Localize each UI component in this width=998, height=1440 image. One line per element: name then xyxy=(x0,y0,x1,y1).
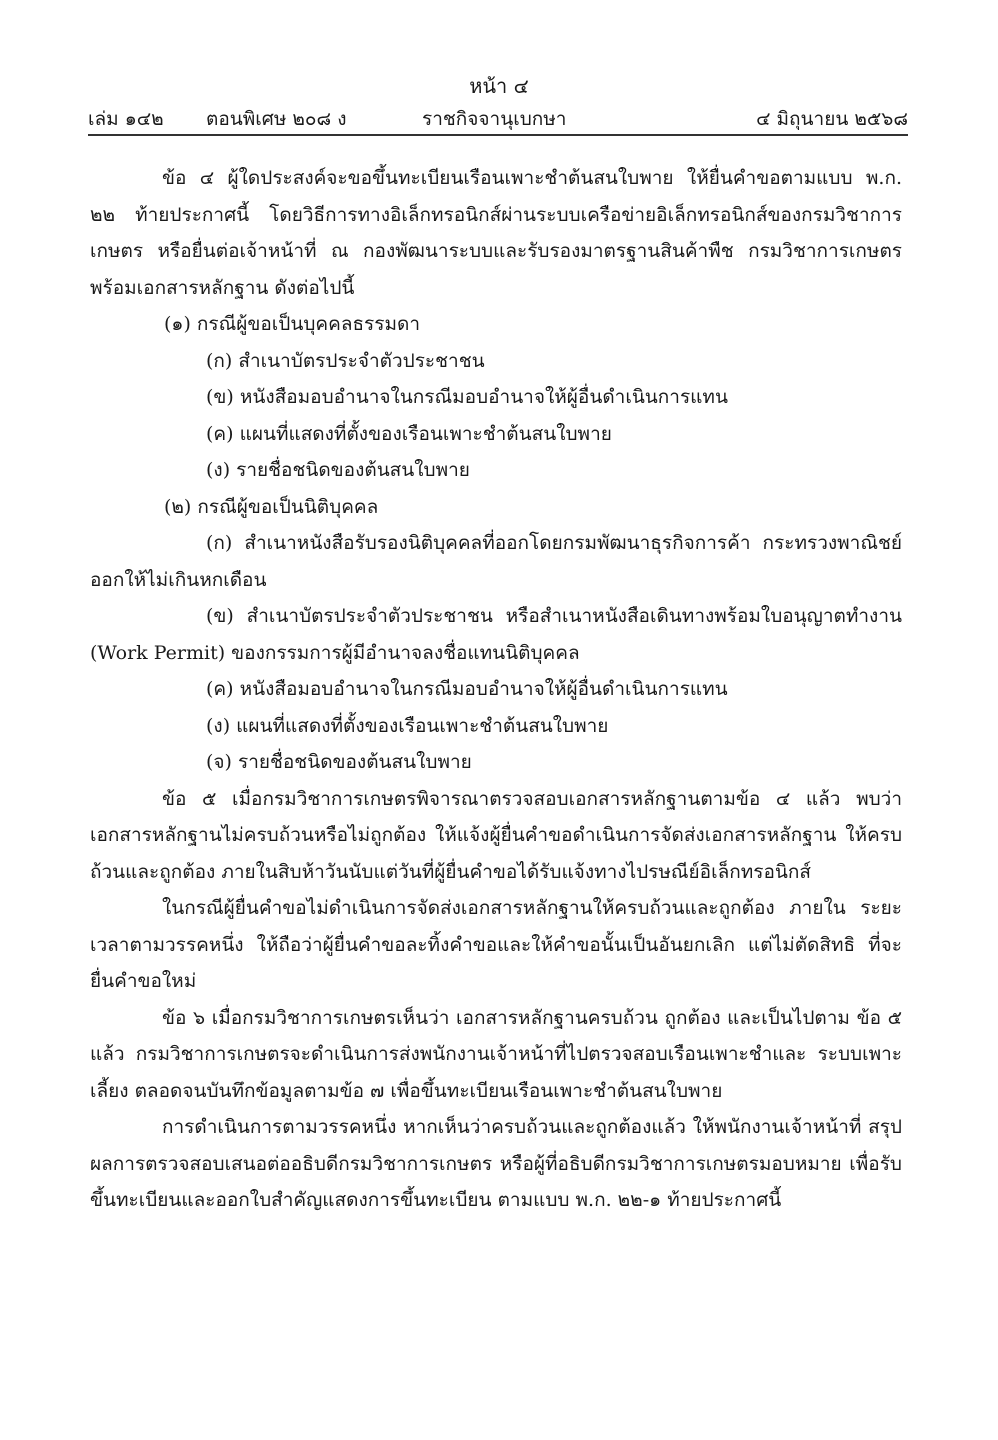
case-1-item-a: (ก) สำเนาบัตรประจำตัวประชาชน xyxy=(206,349,485,372)
header-gazette-name: ราชกิจจานุเบกษา xyxy=(422,108,567,130)
case-2-item-c: (ค) หนังสือมอบอำนาจในกรณีมอบอำนาจให้ผู้อื่นดำเนินการแทน xyxy=(206,678,728,700)
case-1-item-b: (ข) หนังสือมอบอำนาจในกรณีมอบอำนาจให้ผู้อื่นดำเนินการแทน xyxy=(206,386,728,408)
header-divider xyxy=(88,134,908,136)
case-2-heading: (๒) กรณีผู้ขอเป็นนิติบุคคล xyxy=(164,495,379,518)
case-2-item-e: (จ) รายชื่อชนิดของต้นสนใบพาย xyxy=(206,751,472,773)
document-body xyxy=(90,160,902,1219)
case-2-item-b: (ข) สำเนาบัตรประจำตัวประชาชน หรือสำเนาหนังสือเดินทางพร้อมใบอนุญาตทำงาน (Work Permit) ของกรรมการผู้มีอำนาจลงชื่อแทนนิติบุคคล xyxy=(90,605,902,664)
clause-5-paragraph-2: ในกรณีผู้ยื่นคำขอไม่ดำเนินการจัดส่งเอกสารหลักฐานให้ครบถ้วนและถูกต้อง ภายใน ระยะเวลาตามวรรคหนึ่ง ให้ถือว่าผู้ยื่นคำขอละทิ้งคำขอและให้คำขอนั้นเป็นอันยกเลิก แต่ไม่ตัดสิทธิ ที่จะยื่นคำขอใหม่ xyxy=(90,897,902,992)
gazette-header xyxy=(88,104,908,128)
clause-6-paragraph: ข้อ ๖ เมื่อกรมวิชาการเกษตรเห็นว่า เอกสารหลักฐานครบถ้วน ถูกต้อง และเป็นไปตาม ข้อ ๕ แล้ว กรมวิชาการเกษตรจะดำเนินการส่งพนักงานเจ้าหน้าที่ไปตรวจสอบเรือนเพาะชำและ ระบบเพาะเลี้ยง ตลอดจนบันทึกข้อมูลตามข้อ ๗ เพื่อขึ้นทะเบียนเรือนเพาะชำต้นสนใบพาย xyxy=(90,1006,902,1102)
page-number: หน้า ๔ xyxy=(469,74,529,98)
case-2-item-d: (ง) แผนที่แสดงที่ตั้งของเรือนเพาะชำต้นสนใบพาย xyxy=(206,714,609,737)
case-1-heading: (๑) กรณีผู้ขอเป็นบุคคลธรรมดา xyxy=(164,313,420,335)
case-1-item-d: (ง) รายชื่อชนิดของต้นสนใบพาย xyxy=(206,459,470,481)
clause-4-paragraph: ข้อ ๔ ผู้ใดประสงค์จะขอขึ้นทะเบียนเรือนเพาะชำต้นสนใบพาย ให้ยื่นคำขอตามแบบ พ.ก. ๒๒ ท้ายประกาศนี้ โดยวิธีการทางอิเล็กทรอนิกส์ผ่านระบบเครือข่ายอิเล็กทรอนิกส์ของกรมวิชาการเกษตร หรือยื่นต่อเจ้าหน้าที่ ณ กองพัฒนาระบบและรับรองมาตรฐานสินค้าพืช กรมวิชาการเกษตร พร้อมเอกสารหลักฐาน ดังต่อไปนี้ xyxy=(90,167,902,299)
header-volume: เล่ม ๑๔๒ xyxy=(88,108,164,130)
header-date: ๔ มิถุนายน ๒๕๖๘ xyxy=(756,108,908,130)
case-2-item-a: (ก) สำเนาหนังสือรับรองนิติบุคคลที่ออกโดยกรมพัฒนาธุรกิจการค้า กระทรวงพาณิชย์ ออกให้ไม่เกินหกเดือน xyxy=(90,532,902,591)
clause-5-paragraph: ข้อ ๕ เมื่อกรมวิชาการเกษตรพิจารณาตรวจสอบเอกสารหลักฐานตามข้อ ๔ แล้ว พบว่าเอกสารหลักฐานไม่ครบถ้วนหรือไม่ถูกต้อง ให้แจ้งผู้ยื่นคำขอดำเนินการจัดส่งเอกสารหลักฐาน ให้ครบถ้วนและถูกต้อง ภายในสิบห้าวันนับแต่วันที่ผู้ยื่นคำขอได้รับแจ้งทางไปรษณีย์อิเล็กทรอนิกส์ xyxy=(90,787,902,883)
clause-6-paragraph-2: การดำเนินการตามวรรคหนึ่ง หากเห็นว่าครบถ้วนและถูกต้องแล้ว ให้พนักงานเจ้าหน้าที่ สรุปผลการตรวจสอบเสนอต่ออธิบดีกรมวิชาการเกษตร หรือผู้ที่อธิบดีกรมวิชาการเกษตรมอบหมาย เพื่อรับขึ้นทะเบียนและออกใบสำคัญแสดงการขึ้นทะเบียน ตามแบบ พ.ก. ๒๒-๑ ท้ายประกาศนี้ xyxy=(90,1116,902,1211)
header-section: ตอนพิเศษ ๒๐๘ ง xyxy=(206,108,347,130)
case-1-item-c: (ค) แผนที่แสดงที่ตั้งของเรือนเพาะชำต้นสนใบพาย xyxy=(206,422,612,445)
